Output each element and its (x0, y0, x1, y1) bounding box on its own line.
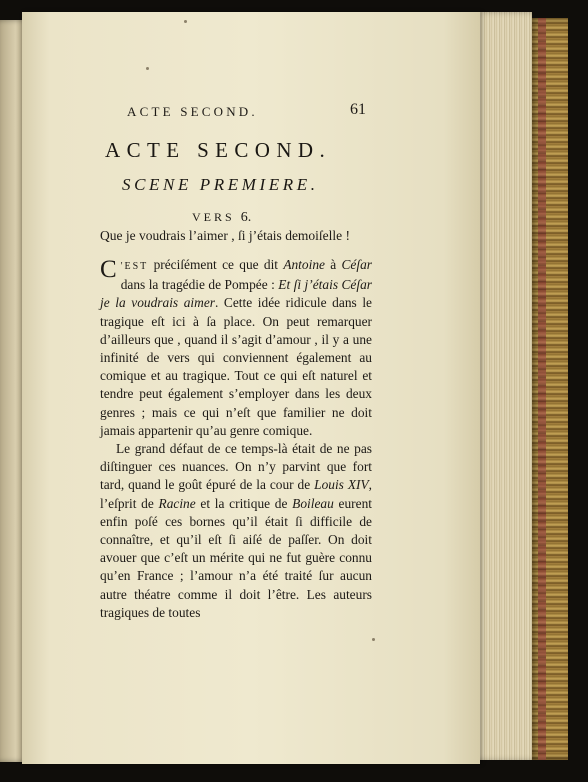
text-run: . Cette idée ridicule dans le tragique eſt ici à ſa place. On peut remarquer d’ailleurs que , quand il s’agit d’amour , il y a une infinité de vers qui conviennent également au comique et au tragique. Tout ce qui eſt naturel et tendre peut également s’employer dans les deux genres ; mais ce qui n’eſt que familier ne doit jamais appartenir qu’au genre comique. (100, 295, 372, 438)
text-run: dans la tragédie de Pompée : (120, 277, 279, 293)
name-louis-xiv: Louis XIV (314, 477, 369, 493)
drop-cap: C (100, 256, 117, 283)
verse-label (192, 210, 251, 226)
verse-number: 6. (240, 210, 252, 225)
italic-quote: Et ſi j’étais Céſar je la voudrais aimer (100, 277, 372, 311)
text-run: Le grand défaut de ce temps-là était de ne pas diſtinguer ces nuances. On n’y parvint que fort tard, quand le goût épuré de la cour de (100, 441, 372, 493)
book-page (22, 12, 480, 764)
book-spine (528, 18, 568, 760)
text-run: eurent enfin poſé ces bornes qu’il était ſi difficile de connaître, et qu’il eſt ſi aiſé de paſſer. On doit avouer que c’eſt un mérite qui ne fut guère connu qu’en France ; l’amour n’a été traité ſur aucun autre théatre comme il doit l’être. Les auteurs tragiques de toutes (100, 495, 372, 620)
paper-speck (372, 638, 375, 641)
scene-title: SCENE PREMIERE. (122, 175, 319, 194)
name-antoine: Antoine (283, 257, 325, 272)
text-run: préciſément ce que dit (148, 257, 284, 272)
act-title: ACTE SECOND. (105, 138, 332, 162)
paragraph-2 (100, 440, 372, 622)
running-head: ACTE SECOND. (127, 104, 258, 119)
paper-speck (146, 67, 149, 70)
name-racine: Racine (158, 495, 196, 511)
text-run: , l’eſprit de (100, 477, 372, 511)
text-run: à (324, 257, 342, 272)
small-caps: 'EST (120, 261, 149, 272)
name-boileau: Boileau (292, 495, 334, 511)
page-number: 61 (350, 101, 366, 118)
verse-word: VERS (192, 210, 235, 224)
paper-speck (184, 20, 187, 23)
commentary-text (100, 256, 372, 622)
name-cesar: Céſar (341, 257, 373, 272)
quoted-verse: Que je voudrais l’aimer , ſi j’étais demoiſelle ! (100, 228, 351, 243)
paragraph-1 (100, 256, 372, 440)
text-run: et la critique de (195, 495, 293, 511)
